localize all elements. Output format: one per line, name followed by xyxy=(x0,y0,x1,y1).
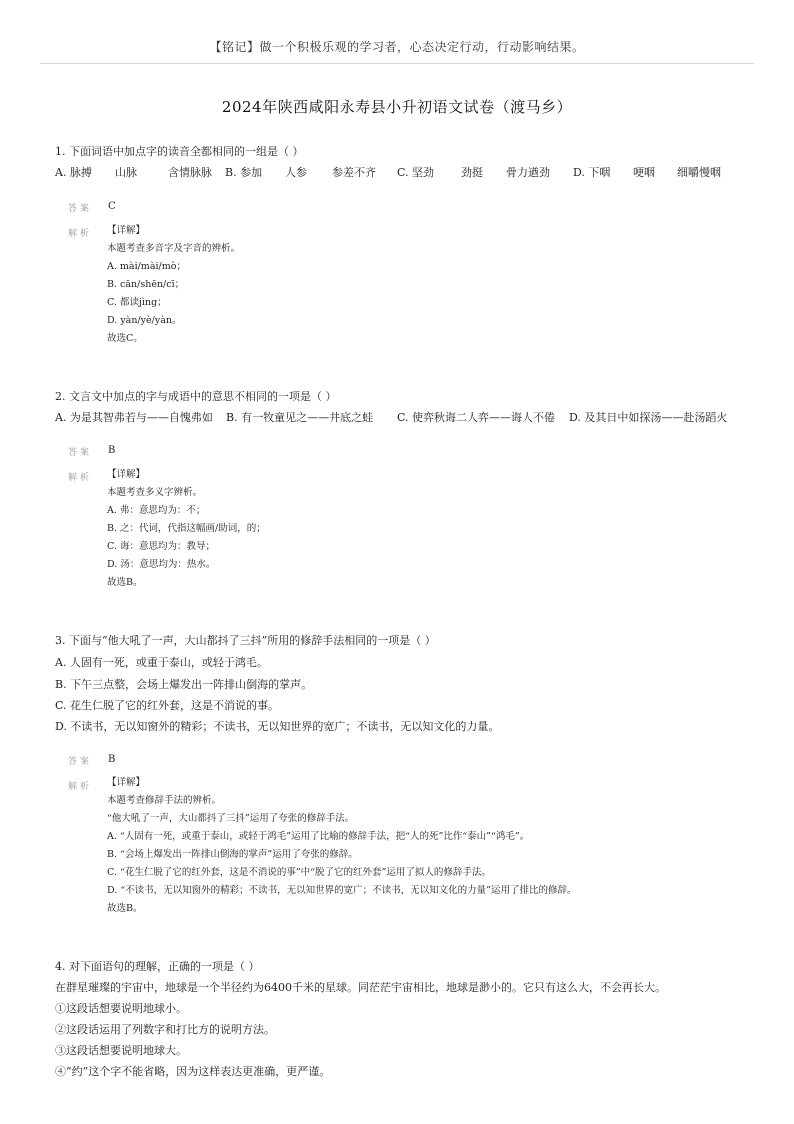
header-motto: 【铭记】做一个积极乐观的学习者，心态决定行动，行动影响结果。 xyxy=(209,40,585,54)
explanation-line: A. “人固有一死，或重于泰山，或轻于鸿毛”运用了比喻的修辞手法，把“人的死”比作“泰山”“鸿毛”。 xyxy=(107,831,530,842)
q1-analysis-label: 解析 xyxy=(68,229,93,239)
question-4-stem: 4. 对下面语句的理解，正确的一项是（ ） xyxy=(55,960,260,973)
explanation-line: D. yàn/yè/yàn。 xyxy=(107,315,182,326)
explanation-line: “他大吼了一声，大山都抖了三抖”运用了夸张的修辞手法。 xyxy=(107,813,355,824)
q3-option-c: C. 花生仁脱了它的红外套，这是不消说的事。 xyxy=(55,699,280,712)
question-3-stem: 3. 下面与“他大吼了一声，大山都抖了三抖”所用的修辞手法相同的一项是（ ） xyxy=(55,634,436,647)
explanation-line: A. mài/mài/mò； xyxy=(107,261,186,272)
q3-option-d: D. 不读书，无以知窗外的精彩；不读书，无以知世界的宽广；不读书，无以知文化的力量。 xyxy=(55,720,500,733)
question-4 xyxy=(55,958,260,974)
q1-option-a-2: 山脉 xyxy=(115,166,137,179)
q3-answer: B xyxy=(108,754,116,765)
q1-option-c-1: C. 坚劲 xyxy=(397,166,435,179)
explanation-line: B. 之：代词，代指这幅画/助词，的； xyxy=(107,523,266,534)
q1-answer: C xyxy=(108,201,116,212)
q4-item-2: ②这段话运用了列数字和打比方的说明方法。 xyxy=(55,1023,275,1036)
q2-option-b: B. 有一牧童见之——井底之蛙 xyxy=(226,411,374,424)
q1-option-d-1: D. 下咽 xyxy=(573,166,611,179)
q3-option-b: B. 下午三点整，会场上爆发出一阵排山倒海的掌声。 xyxy=(55,678,313,691)
explanation-line: C. “花生仁脱了它的红外套，这是不消说的事”中“脱了它的红外套”运用了拟人的修辞手法。 xyxy=(107,867,491,878)
q2-option-a: A. 为是其智弗若与——自愧弗如 xyxy=(55,411,213,424)
explanation-line: C. 诲：意思均为：教导； xyxy=(107,541,215,552)
q1-option-b-3: 参差不齐 xyxy=(332,166,376,179)
q1-option-c-2: 劲挺 xyxy=(461,166,483,179)
question-1 xyxy=(55,143,304,159)
q1-option-a-3: 含情脉脉 xyxy=(168,166,212,179)
question-2-stem: 2. 文言文中加点的字与成语中的意思不相同的一项是（ ） xyxy=(55,390,337,403)
explanation-line: B. cān/shēn/cī； xyxy=(107,279,185,290)
question-2 xyxy=(55,388,337,404)
q4-item-3: ③这段话想要说明地球大。 xyxy=(55,1044,187,1057)
q1-explanation xyxy=(107,222,240,348)
q1-answer-label: 答案 xyxy=(68,204,93,214)
explanation-line: 本题考查修辞手法的辨析。 xyxy=(107,795,222,806)
explanation-line: C. 都读jìng； xyxy=(107,297,167,308)
q1-option-d-2: 哽咽 xyxy=(633,166,655,179)
q1-option-b-1: B. 参加 xyxy=(225,166,263,179)
question-1-stem: 1. 下面词语中加点字的读音全都相同的一组是（ ） xyxy=(55,145,304,158)
explanation-line: 【详解】 xyxy=(107,777,146,788)
explanation-line: 【详解】 xyxy=(107,225,146,236)
q4-passage: 在群星璀璨的宇宙中，地球是一个半径约为6400千米的星球。同茫茫宇宙相比，地球是渺小的。它只有这么大，不会再长大。 xyxy=(55,981,666,994)
q1-option-d-3: 细嚼慢咽 xyxy=(677,166,721,179)
explanation-line: A. 弗：意思均为：不； xyxy=(107,505,206,516)
header-divider xyxy=(40,63,754,64)
explanation-line: 本题考查多义字辨析。 xyxy=(107,487,203,498)
q2-option-d: D. 及其日中如探汤——赴汤蹈火 xyxy=(569,411,728,424)
q2-answer: B xyxy=(108,445,116,456)
q2-explanation xyxy=(107,466,266,592)
page-title: 2024年陕西咸阳永寿县小升初语文试卷（渡马乡） xyxy=(221,98,573,116)
explanation-line: 故选B。 xyxy=(107,577,143,588)
q3-answer-label: 答案 xyxy=(68,757,93,767)
q3-explanation xyxy=(107,774,577,918)
explanation-line: 故选C。 xyxy=(107,333,143,344)
q2-option-c: C. 使弈秋诲二人弈——诲人不倦 xyxy=(397,411,556,424)
explanation-line: 【详解】 xyxy=(107,469,146,480)
explanation-line: D. “不读书，无以知窗外的精彩；不读书，无以知世界的宽广；不读书，无以知文化的力量”运用了排比的修辞。 xyxy=(107,885,577,896)
q3-option-a: A. 人固有一死，或重于泰山，或轻于鸿毛。 xyxy=(55,656,268,669)
q1-option-c-3: 骨力遒劲 xyxy=(506,166,550,179)
question-3 xyxy=(55,632,436,648)
q4-item-4: ④“约”这个字不能省略，因为这样表达更准确，更严谨。 xyxy=(55,1065,331,1078)
explanation-line: 故选B。 xyxy=(107,903,143,914)
explanation-line: B. “会场上爆发出一阵排山倒海的掌声”运用了夸张的修辞。 xyxy=(107,849,358,860)
q3-analysis-label: 解析 xyxy=(68,782,93,792)
q1-option-a-1: A. 脉搏 xyxy=(55,166,92,179)
question-1-options xyxy=(55,164,721,180)
explanation-line: 本题考查多音字及字音的辨析。 xyxy=(107,243,241,254)
question-2-options xyxy=(55,409,727,425)
q4-item-1: ①这段话想要说明地球小。 xyxy=(55,1002,187,1015)
q1-option-b-2: 人参 xyxy=(285,166,307,179)
q2-analysis-label: 解析 xyxy=(68,473,93,483)
explanation-line: D. 汤：意思均为：热水。 xyxy=(107,559,216,570)
q2-answer-label: 答案 xyxy=(68,448,93,458)
